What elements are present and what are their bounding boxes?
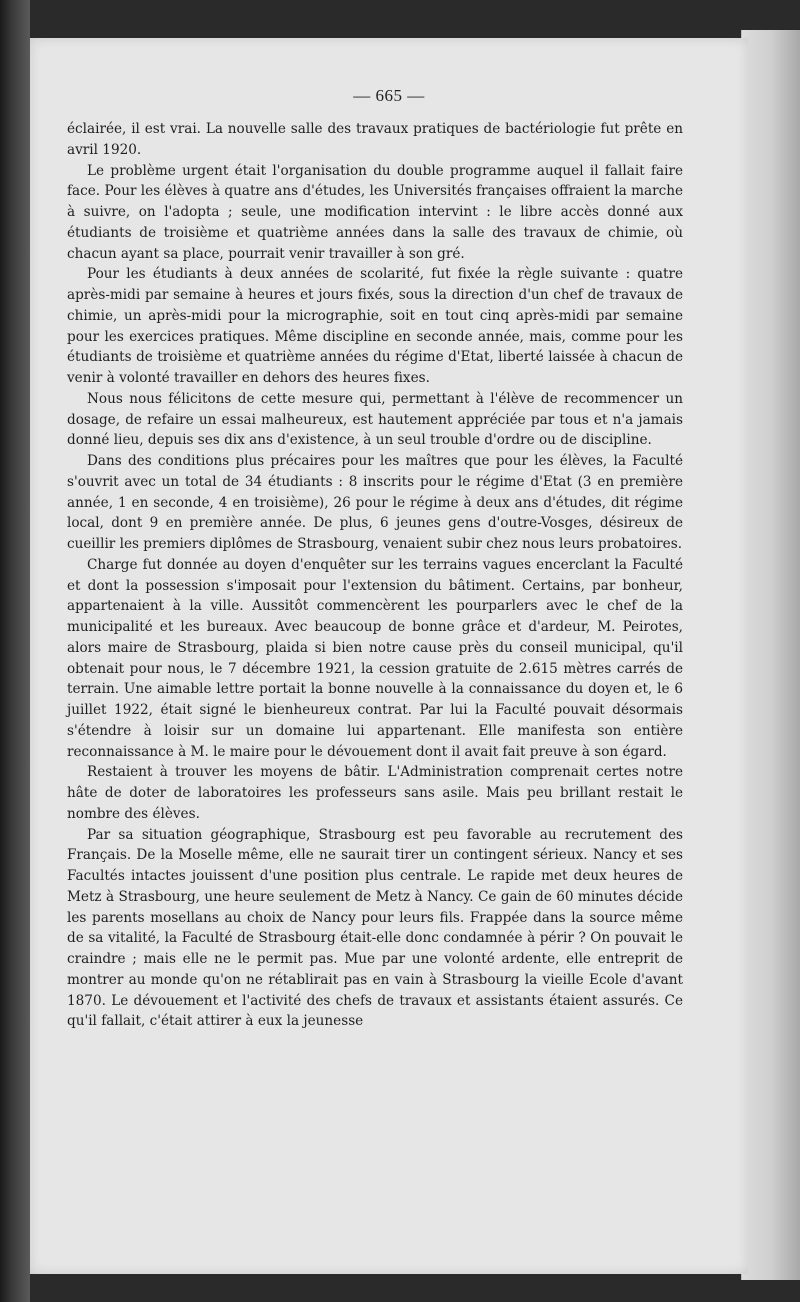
book-spine-shadow	[0, 0, 30, 1302]
paragraph: Par sa situation géographique, Strasbourg est peu favorable au recrutement des Français. De la Moselle même, elle ne saurait tirer un contingent sérieux. Nancy et ses Facultés intactes jouissent d'une position plus centrale. Le rapide met deux heures de Metz à Strasbourg, une heure seulement de Metz à Nancy. Ce gain de 60 minutes décide les parents mosellans au choix de Nancy pour leurs fils. Frappée dans la source même de sa vitalité, la Faculté de Strasbourg était-elle donc condamnée à périr ? On pouvait le craindre ; mais elle ne le permit pas. Mue par une volonté ardente, elle entreprit de montrer au monde qu'on ne rétablirait pas en vain à Strasbourg la vieille Ecole d'avant 1870. Le dévouement et l'activité des chefs de travaux et assistants étaient assurés. Ce qu'il fallait, c'était attirer à eux la jeunesse	[67, 826, 683, 1030]
paragraph: éclairée, il est vrai. La nouvelle salle des travaux pratiques de bactériologie fut prête en avril 1920.	[67, 121, 683, 158]
paragraph: Nous nous félicitons de cette mesure qui, permettant à l'élève de recommencer un dosage, de refaire un essai malheureux, est hautement appréciée par tous et n'a jamais donné lieu, depuis ses dix ans d'existence, à un seul trouble d'ordre ou de discipline.	[67, 390, 683, 449]
paragraph: Le problème urgent était l'organisation du double programme auquel il fallait faire face. Pour les élèves à quatre ans d'études, les Universités françaises offraient la marche à suivre, on l'adopta ; seule, une modification intervint : le libre accès donné aux étudiants de troisième et quatrième années dans la salle des travaux de chimie, où chacun ayant sa place, pourrait venir travailler à son gré.	[67, 162, 683, 262]
paragraph: Charge fut donnée au doyen d'enquêter sur les terrains vagues encerclant la Faculté et dont la possession s'imposait pour l'extension du bâtiment. Certains, par bonheur, appartenaient à la ville. Aussitôt commencèrent les pourparlers avec le chef de la municipalité et les bureaux. Avec beaucoup de bonne grâce et d'ardeur, M. Peirotes, alors maire de Strasbourg, plaida si bien notre cause près du conseil municipal, qu'il obtenait pour nous, le 7 décembre 1921, la cession gratuite de 2.615 mètres carrés de terrain. Une aimable lettre portait la bonne nouvelle à la connaissance du doyen et, le 6 juillet 1922, était signé le bienheureux contrat. Par lui la Faculté pouvait désormais s'étendre à loisir sur un domaine lui appartenant. Elle manifesta son entière reconnaissance à M. le maire pour le dévouement dont il avait fait preuve à son égard.	[67, 556, 683, 760]
book-page	[30, 38, 748, 1274]
paragraph: Restaient à trouver les moyens de bâtir. L'Administration comprenait certes notre hâte de doter de laboratoires les professeurs sans asile. Mais peu brillant restait le nombre des élèves.	[67, 764, 683, 822]
page-edge-stack	[741, 30, 800, 1280]
paragraph: Dans des conditions plus précaires pour les maîtres que pour les élèves, la Faculté s'ouvrit avec un total de 34 étudiants : 8 inscrits pour le régime d'Etat (3 en première année, 1 en seconde, 4 en troisième), 26 pour le régime à deux ans d'études, dit régime local, dont 9 en première année. De plus, 6 jeunes gens d'outre-Vosges, désireux de cueillir les premiers diplômes de Strasbourg, venaient subir chez nous leurs probatoires.	[67, 453, 683, 552]
body-text	[67, 119, 683, 1032]
paragraph: Pour les étudiants à deux années de scolarité, fut fixée la règle suivante : quatre après-midi par semaine à heures et jours fixés, sous la direction d'un chef de travaux de chimie, un après-midi pour la micrographie, soit en tout cinq après-midi par semaine pour les exercices pratiques. Même discipline en seconde année, mais, comme pour les étudiants de troisième et quatrième années du régime d'Etat, liberté laissée à chacun de venir à volonté travailler en dehors des heures fixes.	[67, 266, 683, 386]
page-number: — 665 —	[353, 86, 425, 105]
